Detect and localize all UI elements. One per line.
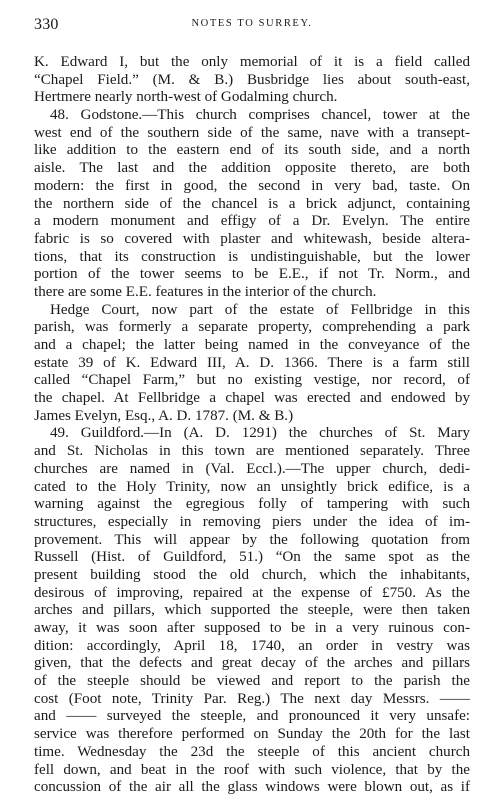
text-line: aisle. The last and the addition opposite thereto, are both bbox=[34, 160, 470, 177]
text-line: fabric is so covered with plaster and whitewash, beside altera- bbox=[34, 230, 470, 247]
text-line: like addition to the eastern end of its south side, and a north bbox=[34, 142, 470, 159]
text-line: warning against the egregious folly of tampering with such bbox=[34, 496, 470, 513]
text-line: Russell (Hist. of Guildford, 51.) “On the same spot as the bbox=[34, 549, 470, 566]
text-line: the northern side of the chancel is a brick adjunct, containing bbox=[34, 195, 470, 212]
text-line: cost (Foot note, Trinity Par. Reg.) The next day Messrs. —— bbox=[34, 690, 470, 707]
text-line: dition: accordingly, April 18, 1740, an order in vestry was bbox=[34, 637, 470, 654]
text-line: away, it was soon after supposed to be in a very ruinous con- bbox=[34, 620, 470, 636]
body-text bbox=[34, 54, 470, 797]
text-line: and a chapel; the latter being named in the conveyance of the bbox=[34, 337, 470, 353]
text-line: Hedge Court, now part of the estate of Fellbridge in this bbox=[50, 301, 470, 318]
text-line: structures, especially in removing piers under the idea of im- bbox=[34, 513, 470, 530]
text-line: provement. This will appear by the following quotation from bbox=[34, 531, 470, 548]
text-line: arches and pillars, which supported the steeple, were then taken bbox=[34, 602, 470, 619]
text-line: there are some E.E. features in the interior of the church. bbox=[34, 283, 377, 300]
text-line: 48. Godstone.—This church comprises chancel, tower at the bbox=[50, 107, 470, 124]
text-line: fell down, and beat in the roof with such violence, that by the bbox=[34, 761, 470, 778]
text-line: parish, was formerly a separate property, comprehending a park bbox=[34, 319, 470, 336]
text-line: and St. Nicholas in this town are mentioned separately. Three bbox=[34, 443, 470, 460]
text-line: “Chapel Field.” (M. & B.) Busbridge lies about south-east, bbox=[34, 71, 470, 88]
text-line: and —— surveyed the steeple, and pronounced it very unsafe: bbox=[34, 708, 470, 725]
text-line: churches are named in (Val. Eccl.).—The upper church, dedi- bbox=[34, 460, 470, 477]
page-number: 330 bbox=[34, 16, 59, 33]
text-line: estate 39 of K. Edward III, A. D. 1366. There is a farm still bbox=[34, 354, 470, 371]
text-line: given, that the defects and great decay of the arches and pillars bbox=[34, 655, 470, 672]
text-line: concussion of the air all the glass windows were blown out, as if bbox=[34, 779, 470, 796]
text-line: tions, that its construction is undistinguishable, but the lower bbox=[34, 248, 470, 265]
text-line: time. Wednesday the 23d the steeple of this ancient church bbox=[34, 743, 470, 760]
text-line: a modern monument and effigy of a Dr. Evelyn. The entire bbox=[34, 213, 470, 230]
text-line: James Evelyn, Esq., A. D. 1787. (M. & B.) bbox=[34, 407, 294, 424]
text-line: called “Chapel Farm,” but no existing vestige, nor record, of bbox=[34, 372, 470, 389]
text-line: service was therefore performed on Sunday the 20th for the last bbox=[34, 726, 470, 743]
text-line: 49. Guildford.—In (A. D. 1291) the churches of St. Mary bbox=[50, 425, 470, 442]
text-line: of the steeple should be viewed and report to the parish the bbox=[34, 673, 470, 690]
text-line: the chapel. At Fellbridge a chapel was erected and endowed by bbox=[34, 390, 470, 407]
text-line: Hertmere nearly north-west of Godalming church. bbox=[34, 89, 338, 106]
text-line: present building stood the old church, which the inhabitants, bbox=[34, 566, 470, 583]
page-header bbox=[34, 16, 470, 38]
text-line: portion of the tower seems to be E.E., if not Tr. Norm., and bbox=[34, 266, 470, 283]
text-line: cated to the Holy Trinity, now an unsightly brick edifice, is a bbox=[34, 478, 470, 495]
running-head: NOTES TO SURREY. bbox=[191, 18, 313, 29]
text-line: desirous of improving, repaired at the expense of £750. As the bbox=[34, 584, 470, 601]
text-line: K. Edward I, but the only memorial of it is a field called bbox=[34, 54, 470, 70]
text-line: modern: the first in good, the second in very bad, taste. On bbox=[34, 177, 470, 194]
text-line: west end of the southern side of the same, nave with a transept- bbox=[34, 124, 470, 141]
